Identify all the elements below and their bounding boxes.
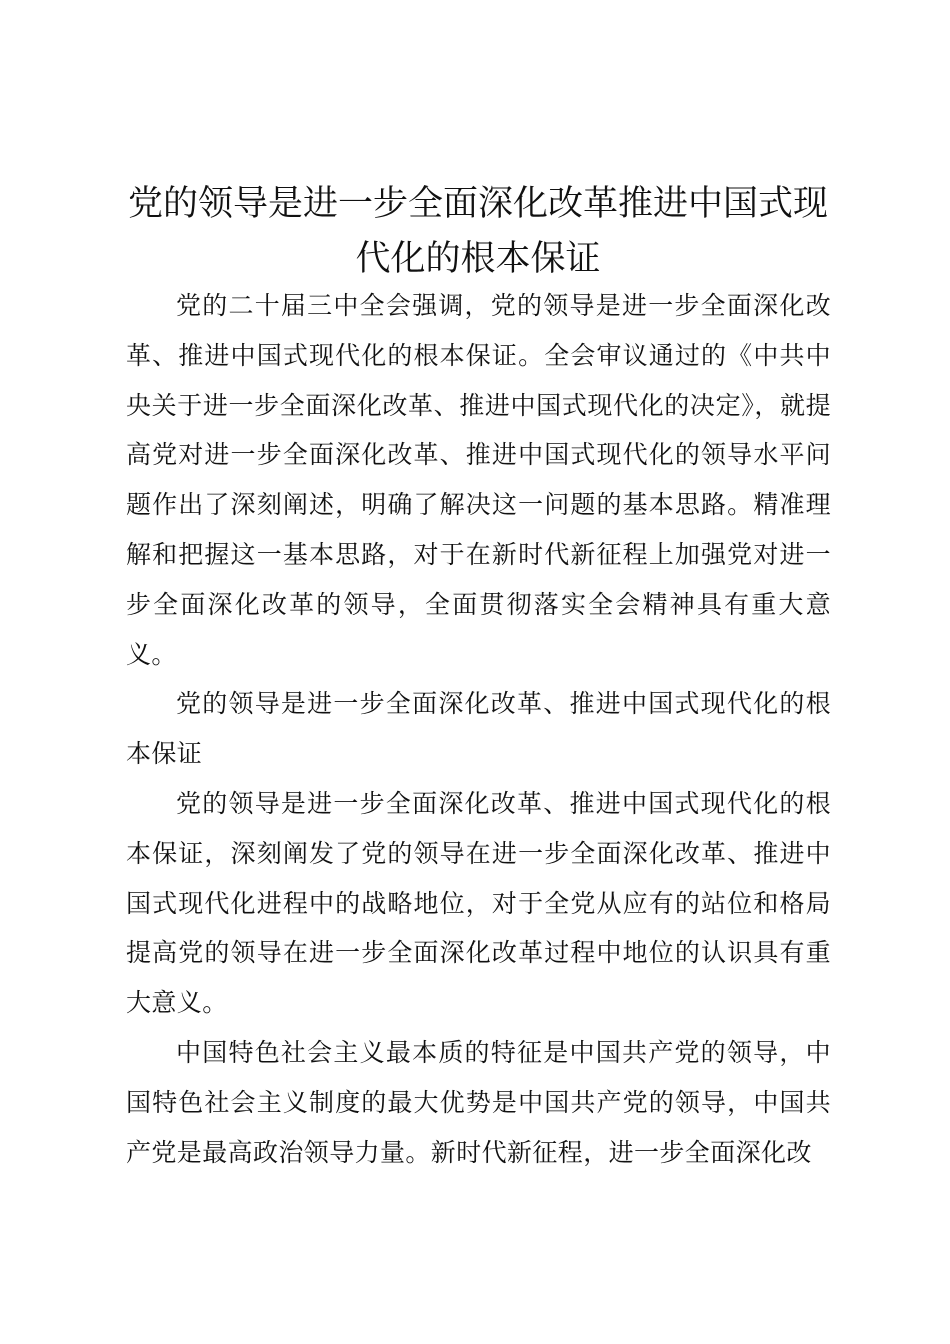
paragraph-strategic-position: 党的领导是进一步全面深化改革、推进中国式现代化的根本保证，深刻阐发了党的领导在进一步全面深化改革、推进中国式现代化进程中的战略地位，对于全党从应有的站位和格局提高党的领导在进一步全面深化改革过程中地位的认识具有重大意义。 <box>126 788 831 1018</box>
section-heading: 党的领导是进一步全面深化改革、推进中国式现代化的根本保证 <box>126 689 831 769</box>
document-body <box>126 281 831 1177</box>
paragraph-leadership-feature: 中国特色社会主义最本质的特征是中国共产党的领导，中国特色社会主义制度的最大优势是中国共产党的领导，中国共产党是最高政治领导力量。新时代新征程，进一步全面深化改 <box>126 1037 831 1167</box>
document-title: 党的领导是进一步全面深化改革推进中国式现代化的根本保证 <box>127 184 828 279</box>
paragraph-intro: 党的二十届三中全会强调，党的领导是进一步全面深化改革、推进中国式现代化的根本保证。全会审议通过的《中共中央关于进一步全面深化改革、推进中国式现代化的决定》，就提高党对进一步全面深化改革、推进中国式现代化的领导水平问题作出了深刻阐述，明确了解决这一问题的基本思路。精准理解和把握这一基本思路，对于在新时代新征程上加强党对进一步全面深化改革的领导，全面贯彻落实全会精神具有重大意义。 <box>126 291 831 669</box>
